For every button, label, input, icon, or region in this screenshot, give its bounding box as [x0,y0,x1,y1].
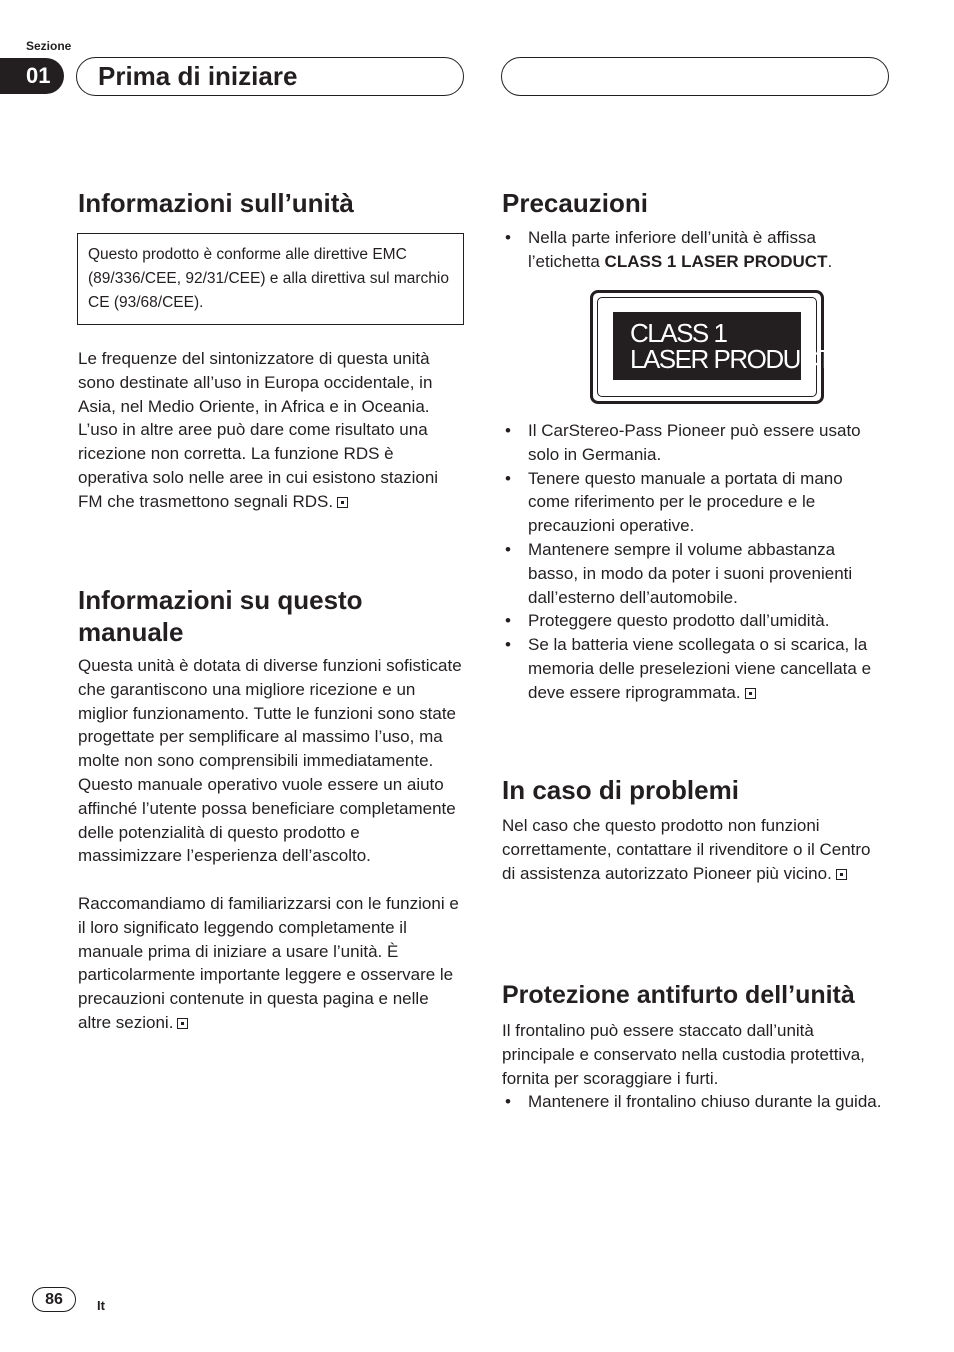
heading-info-unit: Informazioni sull’unità [78,188,354,218]
precautions-list [502,419,888,705]
info-manual-para2 [78,892,464,1035]
section-number-badge: 01 [0,58,64,94]
info-unit-body-text: Le frequenze del sintonizzatore di questa unità sono destinate all’uso in Europa occidentale, in Asia, nel Medio Oriente, in Africa e in Oceania. L’uso in altre aree può dare come risultato una ricezione non corretta. La funzione RDS è operativa solo nelle aree in cui esistono stazioni FM che trasmettono segnali RDS. [78,349,439,511]
laser-label-text [630,320,832,372]
info-manual-para1: Questa unità è dotata di diverse funzioni sofisticate che garantiscono una migliore ricezione e un miglior funzionamento. Tutte le funzioni sono state progettate per semplificare al massimo l’uso, ma molte non sono comprensibili immediatamente. Questo manuale operativo vuole essere un aiuto affinché l’utente possa beneficiare completamente delle potenzialità di questo prodotto e massimizzare l’esperienza dell’ascolto. [78,656,462,866]
section-title: Prima di iniziare [98,61,298,91]
bullet-text: Nella parte inferiore dell’unità è affissa l’etichetta [528,228,816,271]
bullet-text: Se la batteria viene scollegata o si scarica, la memoria delle preselezioni viene cancellata e deve essere riprogrammata. [528,635,872,702]
precautions-list-top [502,226,888,274]
heading-antitheft: Protezione antifurto dell’unità [502,981,855,1009]
heading-precautions: Precauzioni [502,188,648,218]
end-mark-icon [745,688,756,699]
list-item: • Proteggere questo prodotto dall’umidità. [502,609,888,633]
laser-label-line1: CLASS 1 [630,318,727,348]
problems-body [502,814,888,885]
bullet-text-end: . [827,251,833,271]
problems-body-text: Nel caso che questo prodotto non funzioni correttamente, contattare il rivenditore o il Centro di assistenza autorizzato Pioneer più vicino. [502,816,871,883]
end-mark-icon [836,869,847,880]
language-code: It [97,1298,105,1313]
list-item [502,633,888,704]
list-item: • Mantenere sempre il volume abbastanza basso, in modo da poter i suoni provenienti dall’esterno dell’automobile. [502,538,888,609]
list-item [502,226,888,274]
section-subtitle-frame [501,57,889,96]
emc-notice-box [77,233,464,325]
emc-notice-text: Questo prodotto è conforme alle direttive EMC (89/336/CEE, 92/31/CEE) e alla direttiva sul marchio CE (93/68/CEE). [88,246,449,311]
section-label: Sezione [26,39,72,53]
page-number: 86 [32,1287,76,1312]
list-item: • Mantenere il frontalino chiuso durante la guida. [502,1090,888,1114]
antitheft-list [502,1090,888,1114]
laser-label-line2: LASER PRODUCT [630,344,832,374]
laser-product-label: CLASS 1 LASER PRODUCT [604,251,828,271]
antitheft-body: Il frontalino può essere staccato dall’unità principale e conservato nella custodia protettiva, fornita per scoraggiare i furti. [502,1021,865,1088]
heading-problems: In caso di problemi [502,775,739,805]
end-mark-icon [177,1018,188,1029]
info-manual-para2-text: Raccomandiamo di familiarizzarsi con le funzioni e il loro significato leggendo completamente il manuale prima di iniziare a usare l’unità. È particolarmente importante leggere e osservare le precauzioni contenute in questa pagina e nelle altre sezioni. [78,894,459,1032]
info-unit-body [78,347,464,514]
end-mark-icon [337,497,348,508]
list-item: • Il CarStereo-Pass Pioneer può essere usato solo in Germania. [502,419,888,467]
list-item: • Tenere questo manuale a portata di mano come riferimento per le procedure e le precauzioni operative. [502,467,888,538]
heading-info-manual: Informazioni su questo manuale [78,585,363,647]
